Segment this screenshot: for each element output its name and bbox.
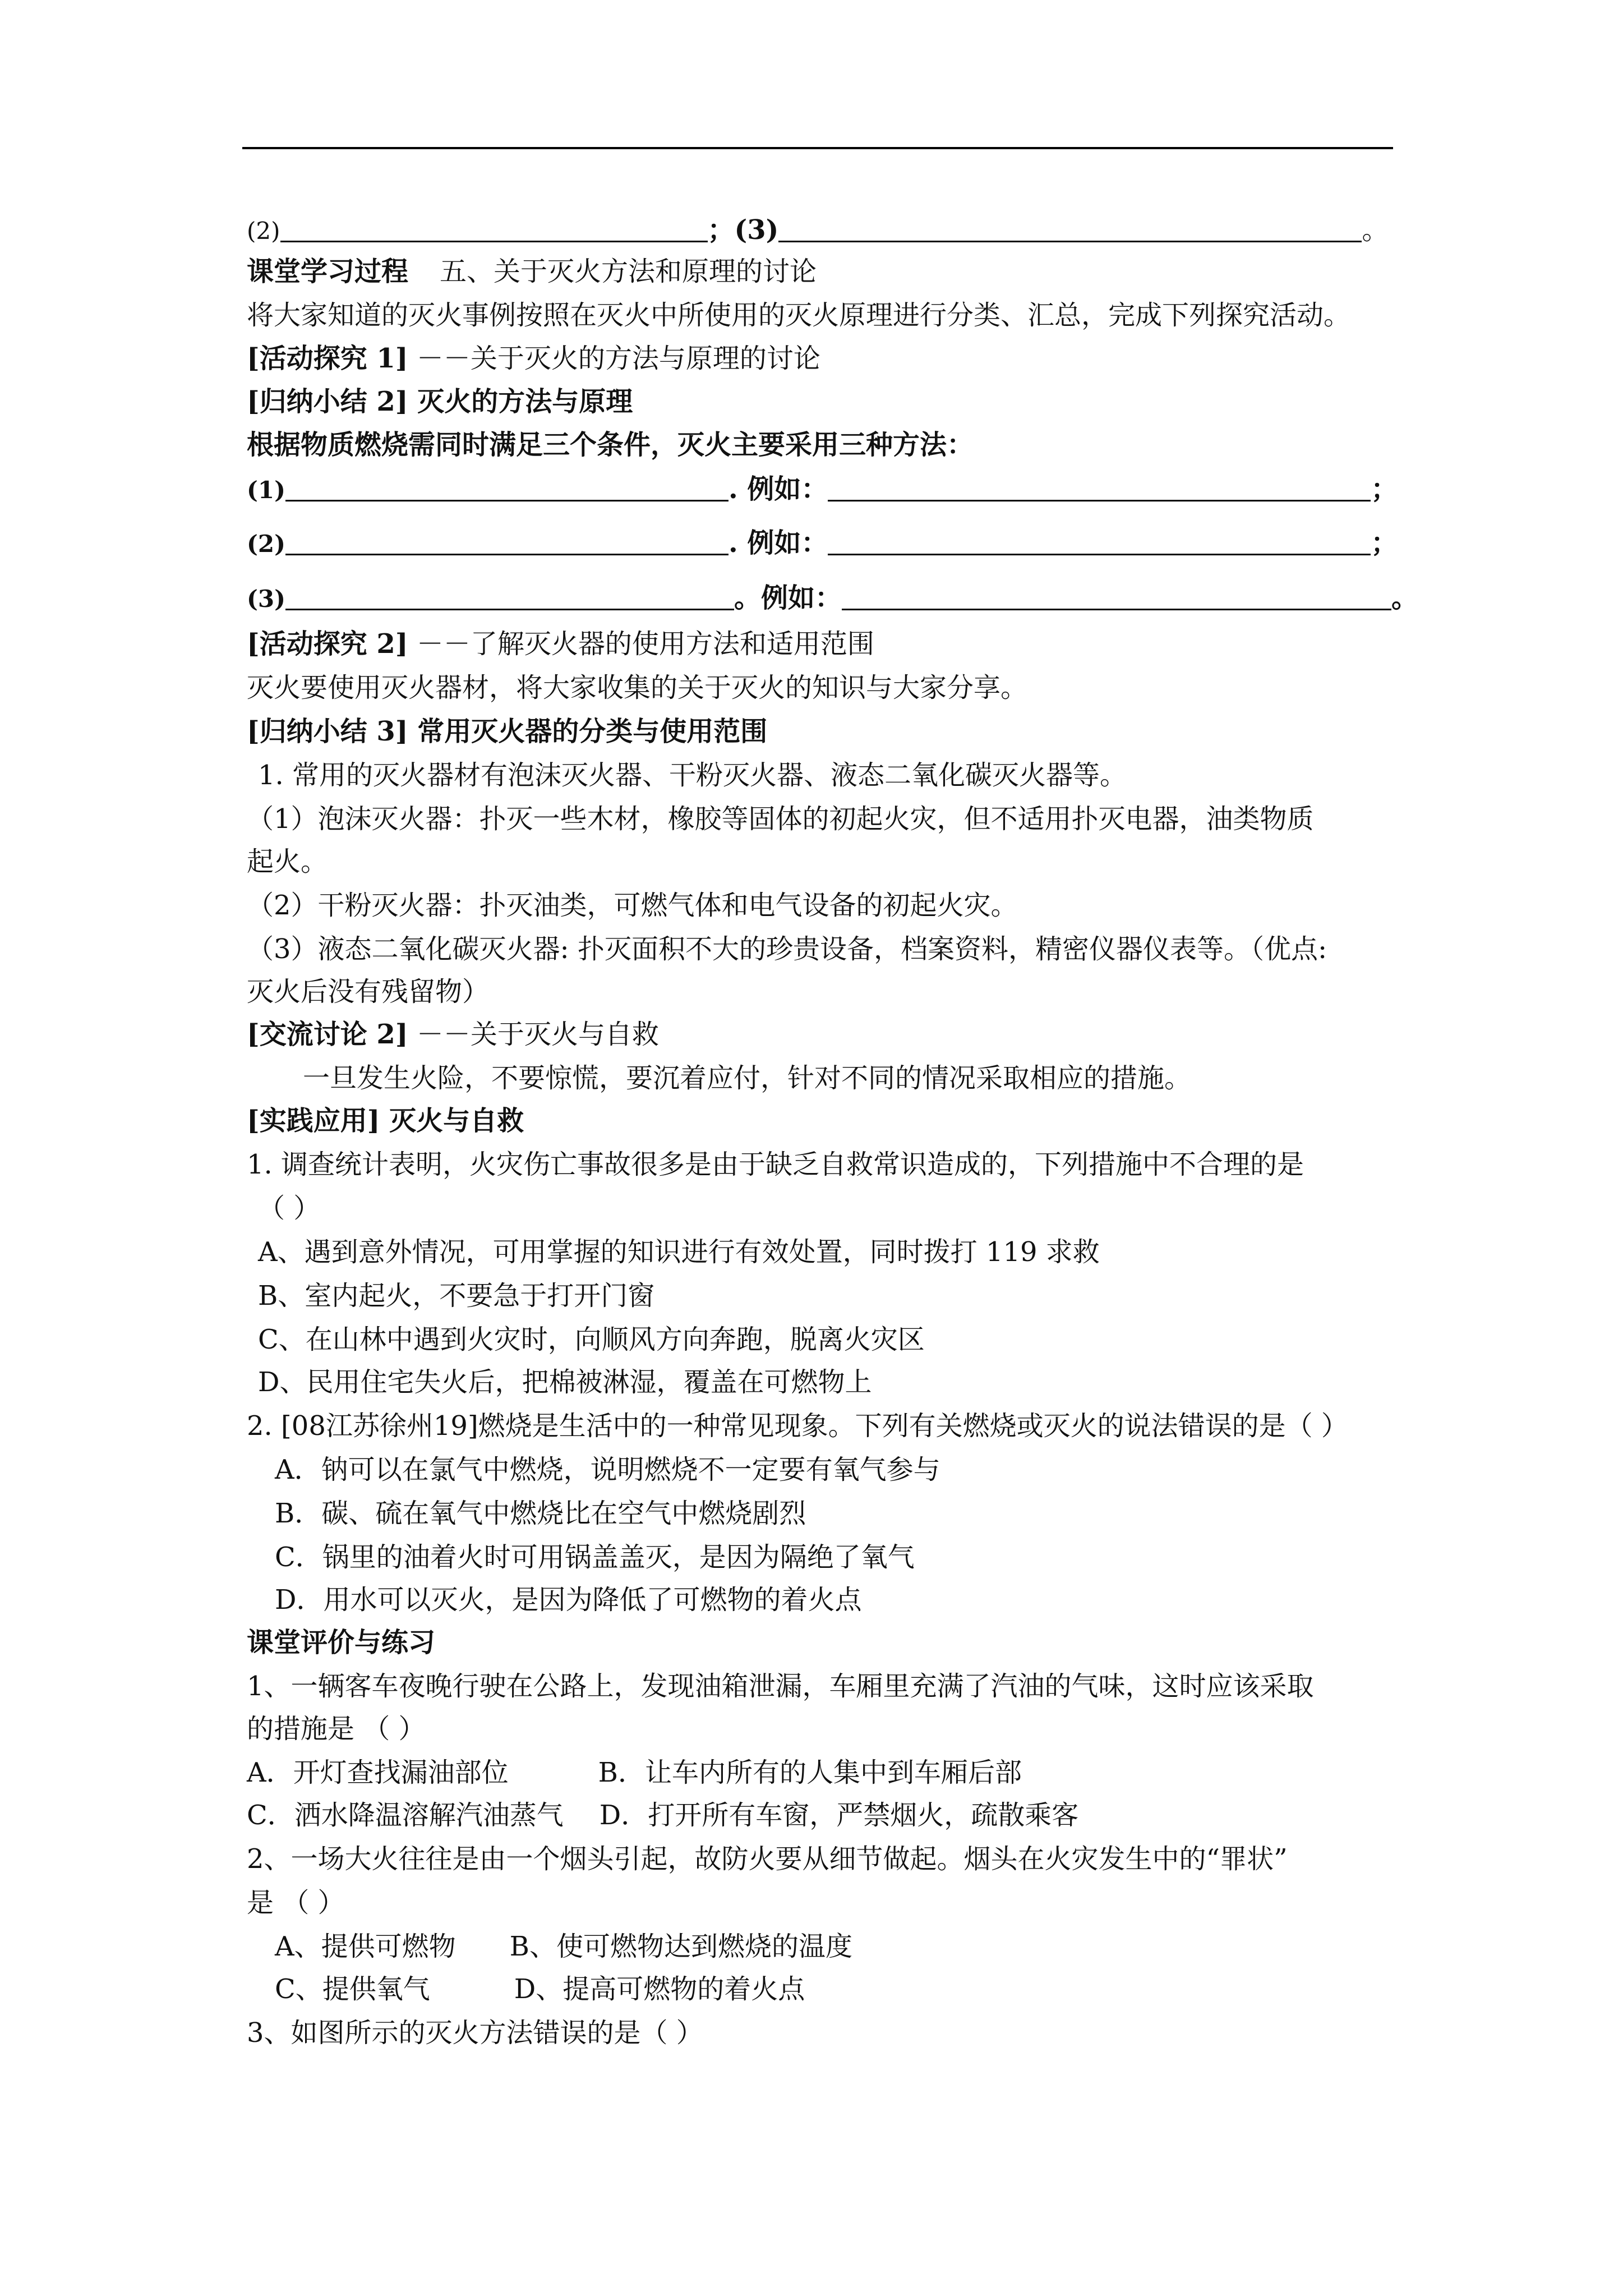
paragraph: 灭火要使用灭火器材，将大家收集的关于灭火的知识与大家分享。 [247,672,1028,703]
option-a[interactable]: A．钠可以在氯气中燃烧，说明燃烧不一定要有氧气参与 [275,1454,940,1485]
blank-field[interactable] [842,579,1391,610]
blank-field[interactable] [280,211,708,242]
paragraph: （1）泡沫灭火器：扑灭一些木材，橡胶等固体的初起火灾，但不适用扑灭电器，油类物质 [247,803,1314,835]
exercise-question-3: 3、如图所示的灭火方法错误的是（ ） [247,2017,703,2049]
section-title: 课堂学习过程 [247,256,409,287]
paragraph: 灭火后没有残留物） [247,976,490,1007]
option-b[interactable]: B、使可燃物达到燃烧的温度 [509,1931,852,1962]
summary-intro: 根据物质燃烧需同时满足三个条件，灭火主要采用三种方法： [247,429,974,461]
summary-heading: [归纳小结 2] 灭火的方法与原理 [247,386,633,417]
option-b[interactable]: B．碳、硫在氧气中燃烧比在空气中燃烧剧烈 [275,1498,806,1529]
blank-field[interactable] [285,579,734,610]
paragraph: 起火。 [247,846,328,877]
answer-bracket: （ ） [258,1193,321,1224]
question-1: 1. 调查统计表明，火灾伤亡事故很多是由于缺乏自救常识造成的，下列措施中不合理的是 [247,1149,1304,1180]
activity-label: [活动探究 1] [247,343,408,374]
option-c[interactable]: C．洒水降温溶解汽油蒸气 [247,1800,564,1831]
paragraph: 1. 常用的灭火器材有泡沫灭火器、干粉灭火器、液态二氧化碳灭火器等。 [258,760,1127,791]
exercise-question-2-cont: 是 （ ） [247,1887,345,1918]
line-end-punct: 。 [1362,214,1389,246]
options-row [275,1969,1419,2009]
option-a[interactable]: A、遇到意外情况，可用掌握的知识进行有效处置，同时拨打 119 求救 [258,1236,1100,1268]
exercise-question-1-cont: 的措施是 （ ） [247,1713,426,1745]
option-b[interactable]: B．让车内所有的人集中到车厢后部 [598,1757,1022,1788]
method-line-2: (2) . 例如： ； [247,523,1391,563]
blank-field[interactable] [828,471,1371,501]
exercise-heading: 课堂评价与练习 [247,1627,436,1658]
option-a[interactable]: A．开灯查找漏油部位 [247,1757,509,1788]
option-d[interactable]: D．用水可以灭火，是因为降低了可燃物的着火点 [275,1584,862,1616]
activity-heading: [活动探究 2] －－了解灭火器的使用方法和适用范围 [247,628,874,660]
method-line-3: (3) 。例如： 。 [247,578,1391,618]
exercise-question-1: 1、一辆客车夜晚行驶在公路上，发现油箱泄漏，车厢里充满了汽油的气味，这时应该采取 [247,1671,1314,1702]
activity-heading [247,338,1391,379]
summary-heading: [归纳小结 3] 常用灭火器的分类与使用范围 [247,716,768,747]
options-row [247,1752,1391,1793]
header-rule [242,147,1393,149]
question-2: 2. [08江苏徐州19]燃烧是生活中的一种常见现象。下列有关燃烧或灭火的说法错误的是（ ） [247,1410,1348,1442]
option-c[interactable]: C．锅里的油着火时可用锅盖盖灭，是因为隔绝了氧气 [275,1542,915,1573]
option-a[interactable]: A、提供可燃物 [275,1931,456,1962]
section-heading [247,251,1391,292]
section-subtitle: 五、关于灭火方法和原理的讨论 [440,256,817,287]
method-line-1: (1) . 例如： ； [247,469,1391,509]
options-row [247,1795,1391,1835]
blank-field[interactable] [285,471,728,501]
label-2: (2) [247,217,280,245]
paragraph: 将大家知道的灭火事例按照在灭火中所使用的灭火原理进行分类、汇总，完成下列探究活动。 [247,300,1351,331]
paragraph: （3）液态二氧化碳灭火器: 扑灭面积不大的珍贵设备，档案资料，精密仪器仪表等。（优点: [247,933,1327,965]
option-c[interactable]: C、在山林中遇到火灾时，向顺风方向奔跑，脱离火灾区 [258,1324,925,1355]
option-d[interactable]: D、民用住宅失火后，把棉被淋湿，覆盖在可燃物上 [258,1366,872,1398]
option-c[interactable]: C、提供氧气 [275,1973,430,2005]
blank-field[interactable] [778,211,1362,242]
blank-field[interactable] [828,524,1371,555]
blank-field[interactable] [285,524,728,555]
options-row [275,1926,1419,1967]
discussion-heading: [交流讨论 2] －－关于灭火与自救 [247,1019,659,1050]
practice-heading: [实践应用] 灭火与自救 [247,1105,524,1137]
option-d[interactable]: D．打开所有车窗，严禁烟火，疏散乘客 [599,1800,1079,1831]
paragraph: 一旦发生火险，不要惊慌，要沉着应付，针对不同的情况采取相应的措施。 [303,1062,1192,1094]
exercise-question-2: 2、一场大火往往是由一个烟头引起，故防火要从细节做起。烟头在火灾发生中的“罪状” [247,1843,1288,1875]
label-3: ；(3) [707,214,779,246]
option-b[interactable]: B、室内起火，不要急于打开门窗 [258,1280,655,1312]
answer-line-2-3 [247,210,1391,250]
activity-topic: －－关于灭火的方法与原理的讨论 [416,343,820,374]
option-d[interactable]: D、提高可燃物的着火点 [514,1973,805,2005]
paragraph: （2）干粉灭火器：扑灭油类，可燃气体和电气设备的初起火灾。 [247,890,1018,921]
